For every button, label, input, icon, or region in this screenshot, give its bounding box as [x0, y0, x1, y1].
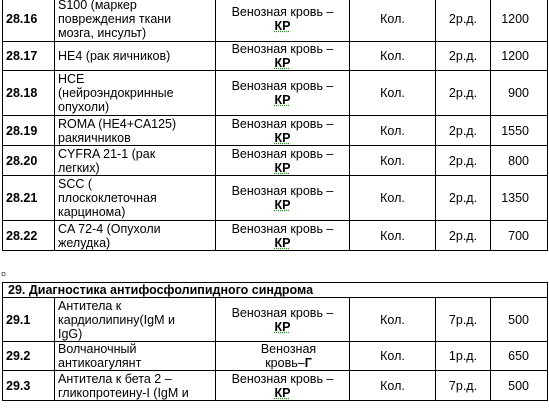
row-term: 7р.д.: [436, 371, 491, 401]
row-price: 650: [491, 342, 548, 371]
row-term: 2р.д.: [436, 176, 491, 221]
row-unit: Кол.: [350, 42, 436, 71]
row-price: 500: [491, 371, 548, 401]
row-material: [216, 146, 350, 176]
row-unit: Кол.: [350, 116, 436, 146]
material-line-2: КР: [274, 235, 291, 250]
material-line-1: Венозная кровь –: [231, 42, 334, 56]
test-name-line: легких): [58, 160, 100, 175]
test-name-line: кардиолипину(IgM и: [58, 312, 175, 327]
material-line-1: Венозная кровь –: [231, 146, 334, 161]
row-unit: Кол.: [350, 221, 436, 251]
row-code: 28.19: [3, 116, 55, 146]
row-test-name: [55, 146, 216, 176]
row-price: 500: [491, 298, 548, 342]
row-code: 29.3: [3, 371, 55, 401]
separator-mark: ¤: [1, 269, 7, 279]
row-test-name: [55, 71, 216, 116]
table-row: [3, 71, 548, 116]
row-term: 1р.д.: [436, 342, 491, 371]
table-row: [3, 42, 548, 71]
test-name-line: Антитела к: [58, 298, 122, 313]
test-name-line: мозга, инсульт): [58, 26, 147, 40]
test-name-line: антикоагулянт: [58, 356, 142, 370]
row-unit: Кол.: [350, 146, 436, 176]
test-name-line: CYFRA 21-1 (рак: [58, 146, 156, 161]
material-line-2: КР: [274, 160, 291, 175]
row-term: 2р.д.: [436, 42, 491, 71]
row-unit: Кол.: [350, 298, 436, 342]
material-line-2: КР: [274, 130, 291, 145]
table-row: [3, 146, 548, 176]
row-code: 29.1: [3, 298, 55, 342]
test-name-line: желудка): [58, 235, 111, 250]
section-header-row: [3, 283, 548, 298]
material-line-2: КР: [274, 319, 291, 334]
row-test-name: [55, 371, 216, 401]
test-name-line: IgG): [58, 326, 83, 341]
table-row: [3, 342, 548, 371]
row-code: 28.16: [3, 0, 55, 42]
test-name-line: CA 72-4 (Опухоли: [58, 221, 161, 236]
table-row: [3, 0, 548, 42]
test-name-line: (нейроэндокринные: [58, 86, 174, 100]
material-line-1: Венозная кровь –: [231, 305, 334, 320]
test-name-line: опухоли): [58, 100, 110, 114]
test-name-line: ракяичников: [58, 130, 131, 145]
material-line-2: КР: [274, 56, 291, 70]
table-row: [3, 176, 548, 221]
table-row: [3, 298, 548, 342]
row-price: 700: [491, 221, 548, 251]
row-code: 28.21: [3, 176, 55, 221]
row-material: [216, 221, 350, 251]
row-code: 28.22: [3, 221, 55, 251]
row-code: 28.17: [3, 42, 55, 71]
row-unit: Кол.: [350, 176, 436, 221]
row-material: [216, 116, 350, 146]
row-test-name: [55, 298, 216, 342]
material-line-1: Венозная кровь –: [231, 79, 334, 93]
material-line-1: Венозная кровь –: [231, 116, 334, 131]
row-term: 2р.д.: [436, 71, 491, 116]
row-material: [216, 176, 350, 221]
price-table-29: [2, 282, 548, 401]
table-separator: [0, 270, 549, 282]
table-row: [3, 371, 548, 401]
row-material: [216, 42, 350, 71]
row-material: [216, 0, 350, 42]
test-name-line: SCC (: [58, 177, 93, 191]
material-line-2: КР: [274, 198, 291, 212]
row-term: 2р.д.: [436, 116, 491, 146]
material-line-2: КР: [274, 385, 291, 400]
row-code: 29.2: [3, 342, 55, 371]
row-price: 800: [491, 146, 548, 176]
row-test-name: [55, 342, 216, 371]
row-unit: Кол.: [350, 71, 436, 116]
material-line-2: кровь–Г: [265, 356, 312, 370]
row-material: [216, 371, 350, 401]
row-term: 2р.д.: [436, 221, 491, 251]
section-title: 29. Диагностика антифосфолипидного синдрома: [3, 283, 548, 298]
row-test-name: [55, 0, 216, 42]
row-material: [216, 71, 350, 116]
material-line-1: Венозная кровь –: [231, 371, 334, 386]
test-name-line: НЕ4 (рак яичников): [58, 49, 171, 63]
material-line-2: КР: [274, 19, 291, 33]
row-price: 1350: [491, 176, 548, 221]
row-material: [216, 298, 350, 342]
row-unit: Кол.: [350, 342, 436, 371]
test-name-line: карцинома): [58, 205, 126, 219]
row-code: 28.18: [3, 71, 55, 116]
row-price: 1200: [491, 42, 548, 71]
row-term: 2р.д.: [436, 0, 491, 42]
price-table-28: [2, 0, 548, 251]
table-row: [3, 221, 548, 251]
row-test-name: [55, 116, 216, 146]
test-name-line: Антитела к бета 2 –: [58, 371, 172, 386]
row-test-name: [55, 221, 216, 251]
row-test-name: [55, 176, 216, 221]
material-line-1: Венозная кровь –: [231, 184, 334, 198]
material-line-1: Венозная: [260, 342, 317, 356]
row-term: 7р.д.: [436, 298, 491, 342]
row-material: [216, 342, 350, 371]
row-code: 28.20: [3, 146, 55, 176]
test-name-line: повреждения ткани: [58, 12, 172, 26]
row-price: 1550: [491, 116, 548, 146]
row-term: 2р.д.: [436, 146, 491, 176]
row-unit: Кол.: [350, 371, 436, 401]
table-row: [3, 116, 548, 146]
material-line-2: КР: [274, 93, 291, 107]
material-line-1: Венозная кровь –: [231, 221, 334, 236]
row-price: 900: [491, 71, 548, 116]
test-name-line: Волчаночный: [58, 342, 137, 356]
test-name-line: плоскоклеточная: [58, 191, 157, 205]
test-name-line: НСЕ: [58, 72, 85, 86]
row-test-name: [55, 42, 216, 71]
material-line-1: Венозная кровь –: [231, 5, 334, 19]
row-price: 1200: [491, 0, 548, 42]
test-name-line: S100 (маркер: [58, 0, 137, 12]
test-name-line: гликопротеину-I (IgM и: [58, 385, 189, 400]
row-unit: Кол.: [350, 0, 436, 42]
test-name-line: ROMA (НЕ4+СА125): [58, 116, 177, 131]
